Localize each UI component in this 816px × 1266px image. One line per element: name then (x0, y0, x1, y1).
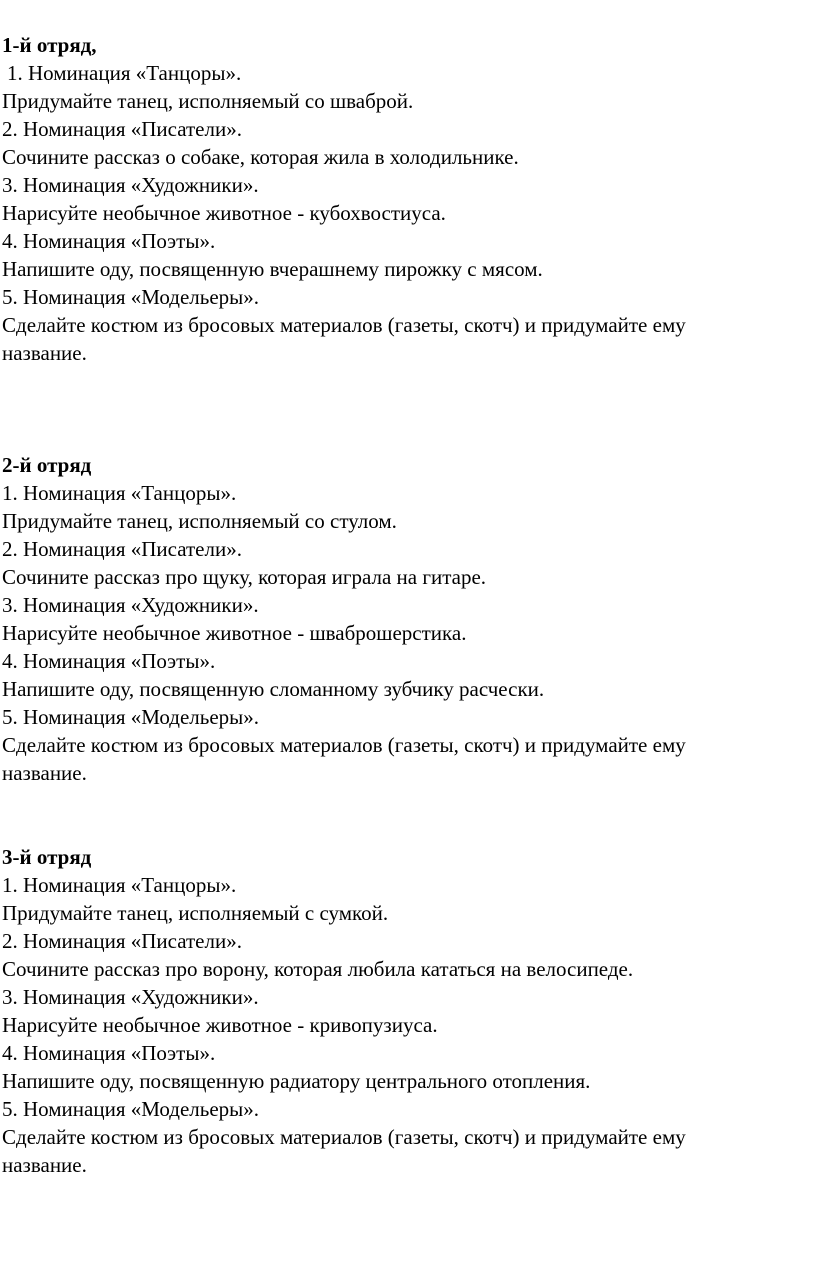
nomination-designers-task: Сделайте костюм из бросовых материалов (газеты, скотч) и придумайте ему (2, 313, 686, 337)
nomination-designers-task-cont: название. (2, 761, 87, 785)
nomination-writers-task: Сочините рассказ про щуку, которая играла на гитаре. (2, 565, 487, 589)
nomination-dancers-task: Придумайте танец, исполняемый со стулом. (2, 509, 397, 533)
nomination-designers-task-cont: название. (2, 341, 87, 365)
nomination-writers-task: Сочините рассказ о собаке, которая жила в холодильнике. (2, 145, 519, 169)
nomination-poets-title: 4. Номинация «Поэты». (2, 229, 216, 253)
squad-3-section (2, 843, 812, 1179)
nomination-artists-title: 3. Номинация «Художники». (2, 173, 259, 197)
nomination-artists-title: 3. Номинация «Художники». (2, 593, 259, 617)
nomination-artists-task: Нарисуйте необычное животное - шваброшерстика. (2, 621, 467, 645)
squad-3-heading: 3-й отряд (2, 845, 92, 869)
nomination-designers-title: 5. Номинация «Модельеры». (2, 285, 260, 309)
nomination-dancers-task: Придумайте танец, исполняемый со шваброй. (2, 89, 414, 113)
nomination-writers-task: Сочините рассказ про ворону, которая любила кататься на велосипеде. (2, 957, 634, 981)
nomination-designers-task-cont: название. (2, 1153, 87, 1177)
nomination-designers-title: 5. Номинация «Модельеры». (2, 705, 260, 729)
nomination-writers-title: 2. Номинация «Писатели». (2, 537, 242, 561)
nomination-writers-title: 2. Номинация «Писатели». (2, 117, 242, 141)
nomination-dancers-task: Придумайте танец, исполняемый с сумкой. (2, 901, 389, 925)
nomination-poets-task: Напишите оду, посвященную радиатору центрального отопления. (2, 1069, 591, 1093)
nomination-poets-task: Напишите оду, посвященную вчерашнему пирожку с мясом. (2, 257, 543, 281)
nomination-dancers-title: 1. Номинация «Танцоры». (2, 481, 237, 505)
squad-1-section (2, 31, 812, 367)
nomination-dancers-title: 1. Номинация «Танцоры». (2, 873, 237, 897)
nomination-poets-title: 4. Номинация «Поэты». (2, 649, 216, 673)
nomination-poets-title: 4. Номинация «Поэты». (2, 1041, 216, 1065)
nomination-artists-title: 3. Номинация «Художники». (2, 985, 259, 1009)
squad-2-section (2, 451, 812, 787)
nomination-dancers-title: 1. Номинация «Танцоры». (7, 61, 242, 85)
nomination-designers-title: 5. Номинация «Модельеры». (2, 1097, 260, 1121)
nomination-designers-task: Сделайте костюм из бросовых материалов (газеты, скотч) и придумайте ему (2, 733, 686, 757)
nomination-artists-task: Нарисуйте необычное животное - кубохвостиуса. (2, 201, 446, 225)
nomination-writers-title: 2. Номинация «Писатели». (2, 929, 242, 953)
nomination-poets-task: Напишите оду, посвященную сломанному зубчику расчески. (2, 677, 545, 701)
nomination-designers-task: Сделайте костюм из бросовых материалов (газеты, скотч) и придумайте ему (2, 1125, 686, 1149)
nomination-artists-task: Нарисуйте необычное животное - кривопузиуса. (2, 1013, 438, 1037)
squad-1-heading: 1-й отряд, (2, 33, 97, 57)
squad-2-heading: 2-й отряд (2, 453, 92, 477)
